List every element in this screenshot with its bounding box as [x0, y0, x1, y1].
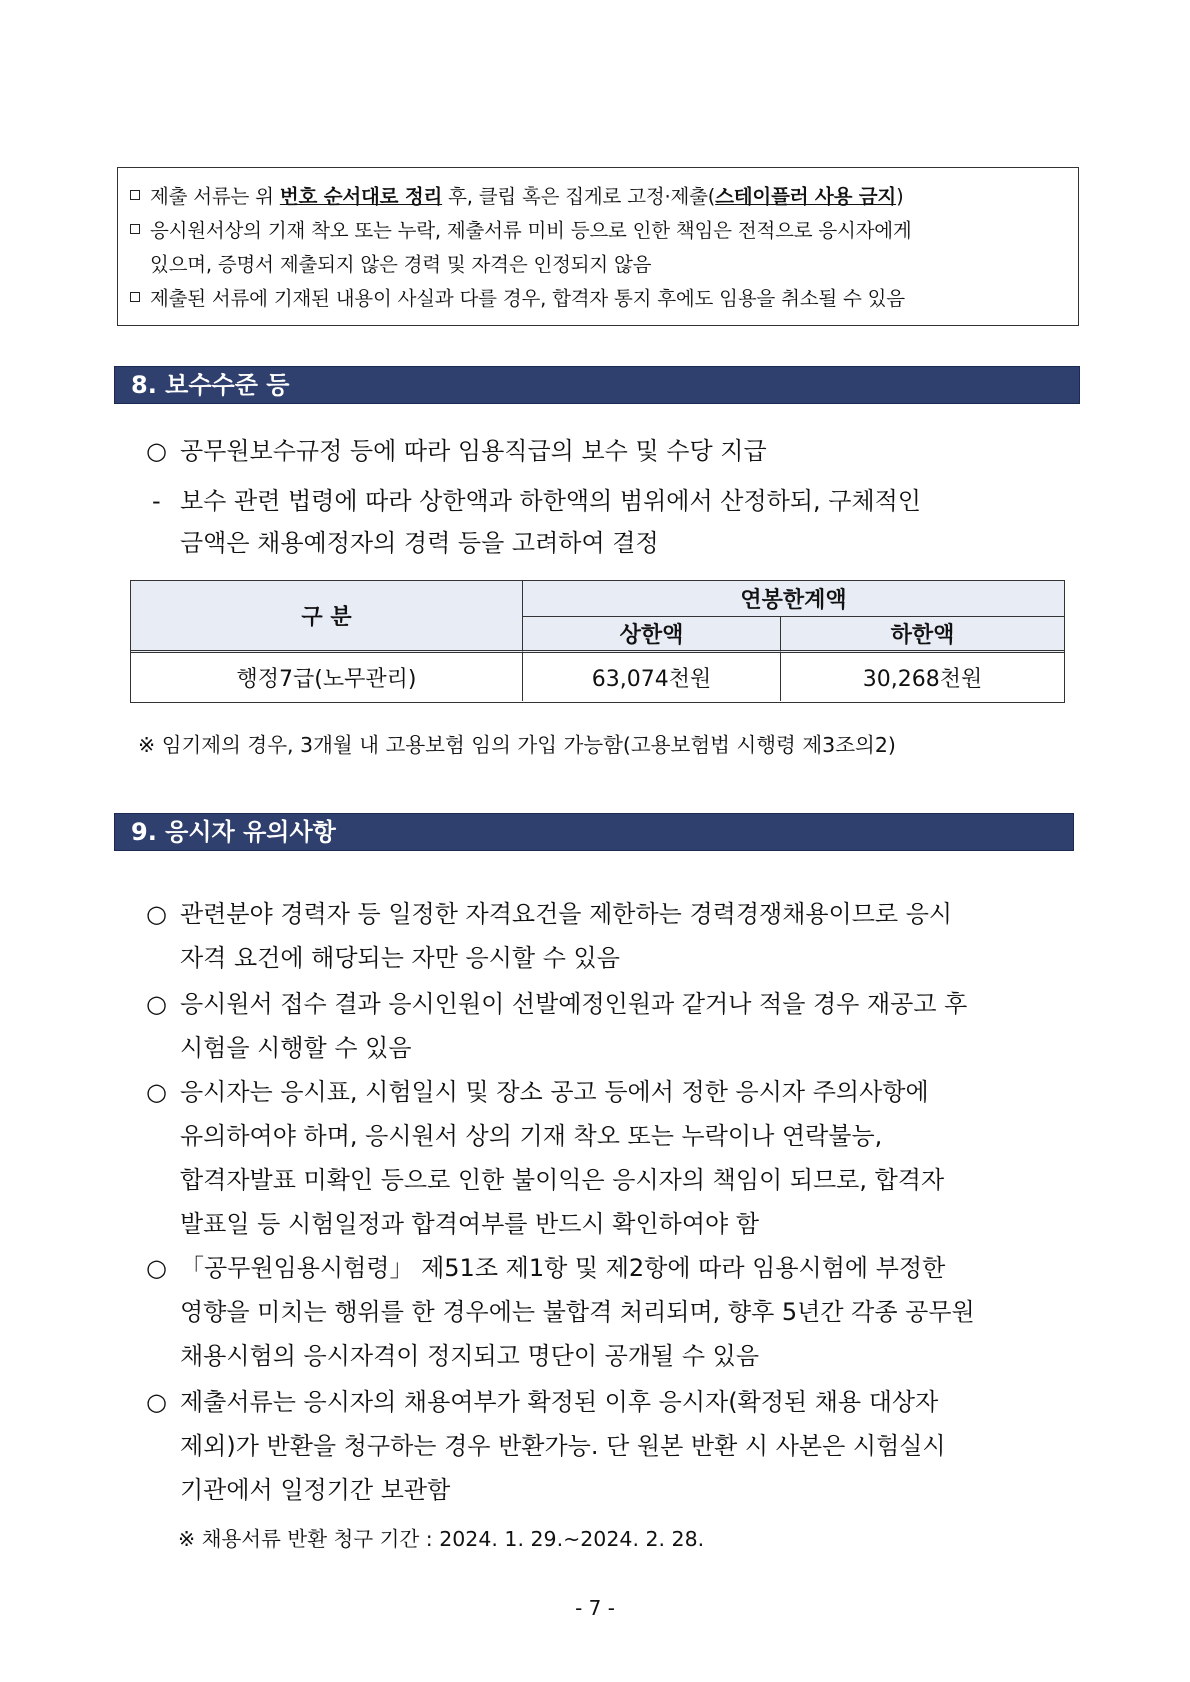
section-9-header [114, 813, 1074, 851]
section-9-item-3-cont-2: 합격자발표 미확인 등으로 인한 불이익은 응시자의 책임이 되므로, 합격자 [180, 1166, 945, 1194]
section-9-item-3: ○ 응시자는 응시표, 시험일시 및 장소 공고 등에서 정한 응시자 주의사항에 [146, 1071, 929, 1113]
circle-bullet-icon: ○ [146, 900, 167, 928]
table-cell-category: 행정7급(노무관리) [131, 653, 523, 701]
square-bullet-icon [130, 292, 140, 302]
table-header-category: 구 분 [131, 581, 523, 653]
section-9-item-1: ○ 관련분야 경력자 등 일정한 자격요건을 제한하는 경력경쟁채용이므로 응시 [146, 893, 952, 935]
square-bullet-icon [130, 224, 140, 234]
section-9-item-4-cont-1: 영향을 미치는 행위를 한 경우에는 불합격 처리되며, 향후 5년간 각종 공무원 [180, 1298, 975, 1326]
circle-bullet-icon: ○ [146, 1078, 167, 1106]
section-9-title: 9. 응시자 유의사항 [131, 818, 336, 846]
section-9-item-2: ○ 응시원서 접수 결과 응시인원이 선발예정인원과 같거나 적을 경우 재공고 후 [146, 983, 967, 1025]
dash-bullet: - [152, 487, 161, 515]
table-header-upper: 상한액 [523, 617, 781, 653]
section-9-item-1-cont: 자격 요건에 해당되는 자만 응시할 수 있음 [180, 944, 620, 972]
circle-bullet-icon: ○ [146, 990, 167, 1018]
table-header-lower: 하한액 [781, 617, 1064, 653]
section-8-title: 8. 보수수준 등 [131, 371, 290, 399]
notice-emphasis-stapler: 스테이플러 사용 금지 [715, 185, 897, 208]
section-9-note: ※ 채용서류 반환 청구 기간 : 2024. 1. 29.~2024. 2. 28. [178, 1527, 705, 1551]
table-cell-lower: 30,268천원 [862, 666, 983, 692]
section-8-subitem-1-cont: 금액은 채용예정자의 경력 등을 고려하여 결정 [180, 529, 659, 557]
square-bullet-icon [130, 190, 140, 200]
circle-bullet-icon: ○ [146, 1254, 167, 1282]
section-8-subitem-1: - 보수 관련 법령에 따라 상한액과 하한액의 범위에서 산정하되, 구체적인 [152, 480, 921, 522]
section-8-header [114, 366, 1080, 404]
notice-line-4: 제출된 서류에 기재된 내용이 사실과 다를 경우, 합격자 통지 후에도 임용을 취소될 수 있음 [130, 282, 1066, 316]
notice-emphasis-order: 번호 순서대로 정리 [279, 185, 443, 208]
table-header-salary-limit: 연봉한계액 [523, 581, 1064, 617]
section-8-item-1: ○ 공무원보수규정 등에 따라 임용직급의 보수 및 수당 지급 [146, 430, 767, 472]
table-cell-upper: 63,074천원 [523, 653, 781, 701]
circle-bullet-icon: ○ [146, 1388, 167, 1416]
notice-line-1: 제출 서류는 위 번호 순서대로 정리 후, 클립 혹은 집게로 고정·제출(스테이플러 사용 금지) [130, 180, 1066, 214]
section-9-item-5-cont-1: 제외)가 반환을 청구하는 경우 반환가능. 단 원본 반환 시 사본은 시험실시 [180, 1432, 946, 1460]
section-9-item-5-cont-2: 기관에서 일정기간 보관함 [180, 1476, 451, 1504]
document-notice-box [117, 167, 1079, 326]
section-8-note: ※ 임기제의 경우, 3개월 내 고용보험 임의 가입 가능함(고용보험법 시행령 제3조의2) [138, 733, 896, 757]
section-9-item-3-cont-1: 유의하여야 하며, 응시원서 상의 기재 착오 또는 누락이나 연락불능, [180, 1122, 883, 1150]
section-9-item-3-cont-3: 발표일 등 시험일정과 합격여부를 반드시 확인하여야 함 [180, 1210, 760, 1238]
section-9-item-2-cont: 시험을 시행할 수 있음 [180, 1034, 412, 1062]
section-9-item-4-cont-2: 채용시험의 응시자격이 정지되고 명단이 공개될 수 있음 [180, 1342, 760, 1370]
section-9-item-4: ○ 「공무원임용시험령」 제51조 제1항 및 제2항에 따라 임용시험에 부정한 [146, 1247, 945, 1289]
notice-line-2: 응시원서상의 기재 착오 또는 누락, 제출서류 미비 등으로 인한 책임은 전적으로 응시자에게 [130, 214, 1066, 248]
salary-table [130, 580, 1065, 703]
page-number: - 7 - [575, 1596, 615, 1620]
section-9-item-5: ○ 제출서류는 응시자의 채용여부가 확정된 이후 응시자(확정된 채용 대상자 [146, 1381, 938, 1423]
circle-bullet-icon: ○ [146, 437, 167, 465]
notice-line-3: 있으며, 증명서 제출되지 않은 경력 및 자격은 인정되지 않음 [150, 253, 652, 276]
